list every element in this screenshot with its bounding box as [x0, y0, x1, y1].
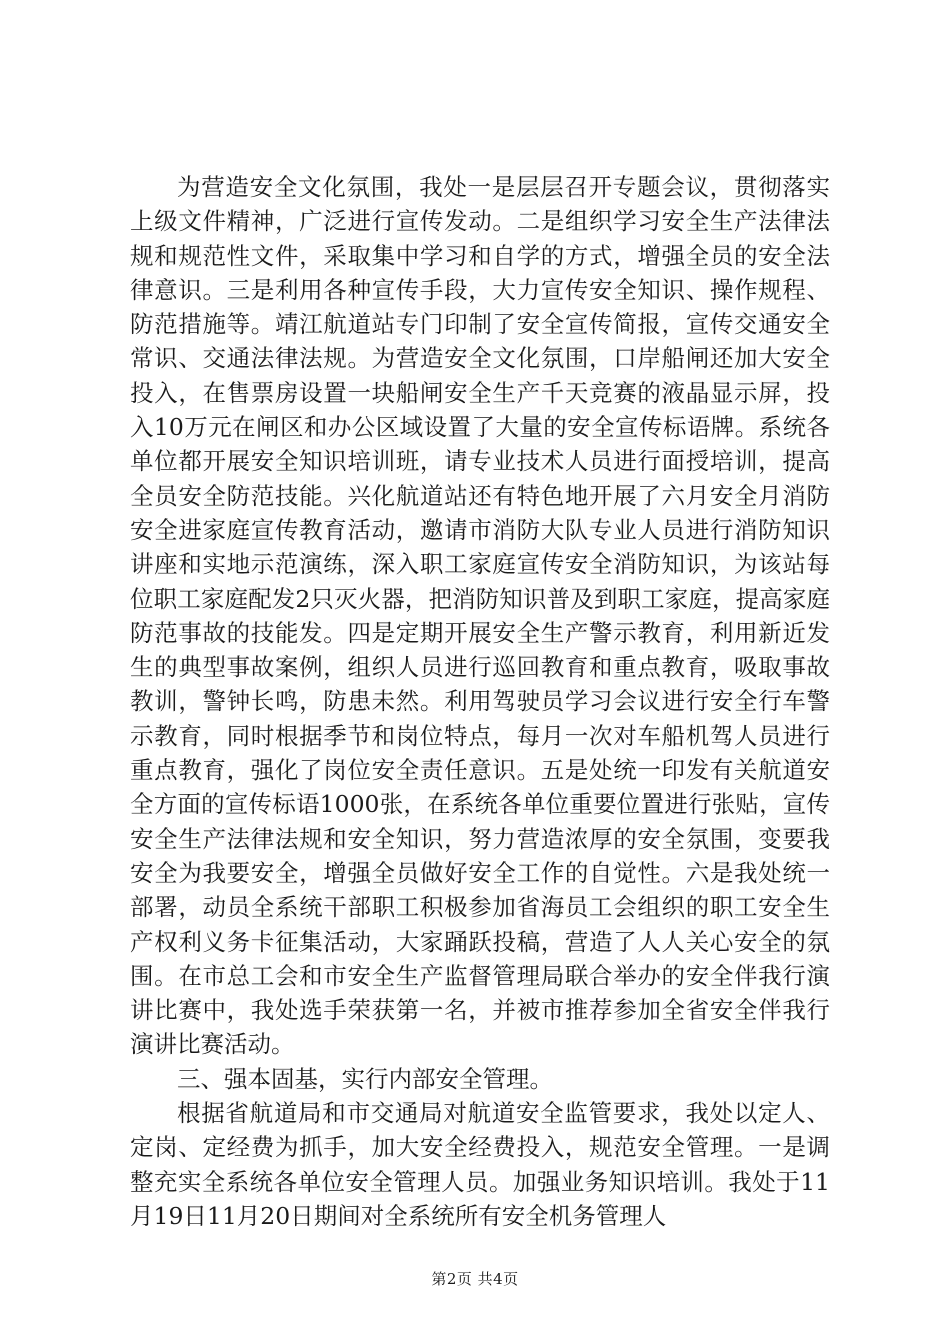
page-footer: 第2页 共4页 — [431, 1270, 519, 1288]
paragraph-safety-culture: 为营造安全文化氛围，我处一是层层召开专题会议，贯彻落实上级文件精神，广泛进行宣传发动。二是组织学习安全生产法律法规和规范性文件，采取集中学习和自学的方式，增强全员的安全法律意识。三是利用各种宣传手段，大力宣传安全知识、操作规程、防范措施等。靖江航道站专门印制了安全宣传简报，宣传交通安全常识、交通法律法规。为营造安全文化氛围，口岸船闸还加大安全投入，在售票房设置一块船闸安全生产千天竞赛的液晶显示屏，投入10万元在闸区和办公区域设置了大量的安全宣传标语牌。系统各单位都开展安全知识培训班，请专业技术人员进行面授培训，提高全员安全防范技能。兴化航道站还有特色地开展了六月安全月消防安全进家庭宣传教育活动，邀请市消防大队专业人员进行消防知识讲座和实地示范演练，深入职工家庭宣传安全消防知识，为该站每位职工家庭配发2只灭火器，把消防知识普及到职工家庭，提高家庭防范事故的技能发。四是定期开展安全生产警示教育，利用新近发生的典型事故案例，组织人员进行巡回教育和重点教育，吸取事故教训，警钟长鸣，防患未然。利用驾驶员学习会议进行安全行车警示教育，同时根据季节和岗位特点，每月一次对车船机驾人员进行重点教育，强化了岗位安全责任意识。五是处统一印发有关航道安全方面的宣传标语1000张，在系统各单位重要位置进行张贴，宣传安全生产法律法规和安全知识，努力营造浓厚的安全氛围，变要我安全为我要安全，增强全员做好安全工作的自觉性。六是我处统一部署，动员全系统干部职工积极参加省海员工会组织的职工安全生产权利义务卡征集活动，大家踊跃投稿，营造了人人关心安全的氛围。在市总工会和市安全生产监督管理局联合举办的安全伴我行演讲比赛中，我处选手荣获第一名，并被市推荐参加全省安全伴我行演讲比赛活动。 — [130, 173, 830, 1059]
document-body — [130, 170, 830, 1233]
section-heading-internal-safety: 三、强本固基，实行内部安全管理。 — [177, 1064, 553, 1093]
paragraph-safety-management: 根据省航道局和市交通局对航道安全监管要求，我处以定人、定岗、定经费为抓手，加大安全经费投入，规范安全管理。一是调整充实全系统各单位安全管理人员。加强业务知识培训。我处于11月19日11月20日期间对全系统所有安全机务管理人 — [130, 1099, 830, 1230]
